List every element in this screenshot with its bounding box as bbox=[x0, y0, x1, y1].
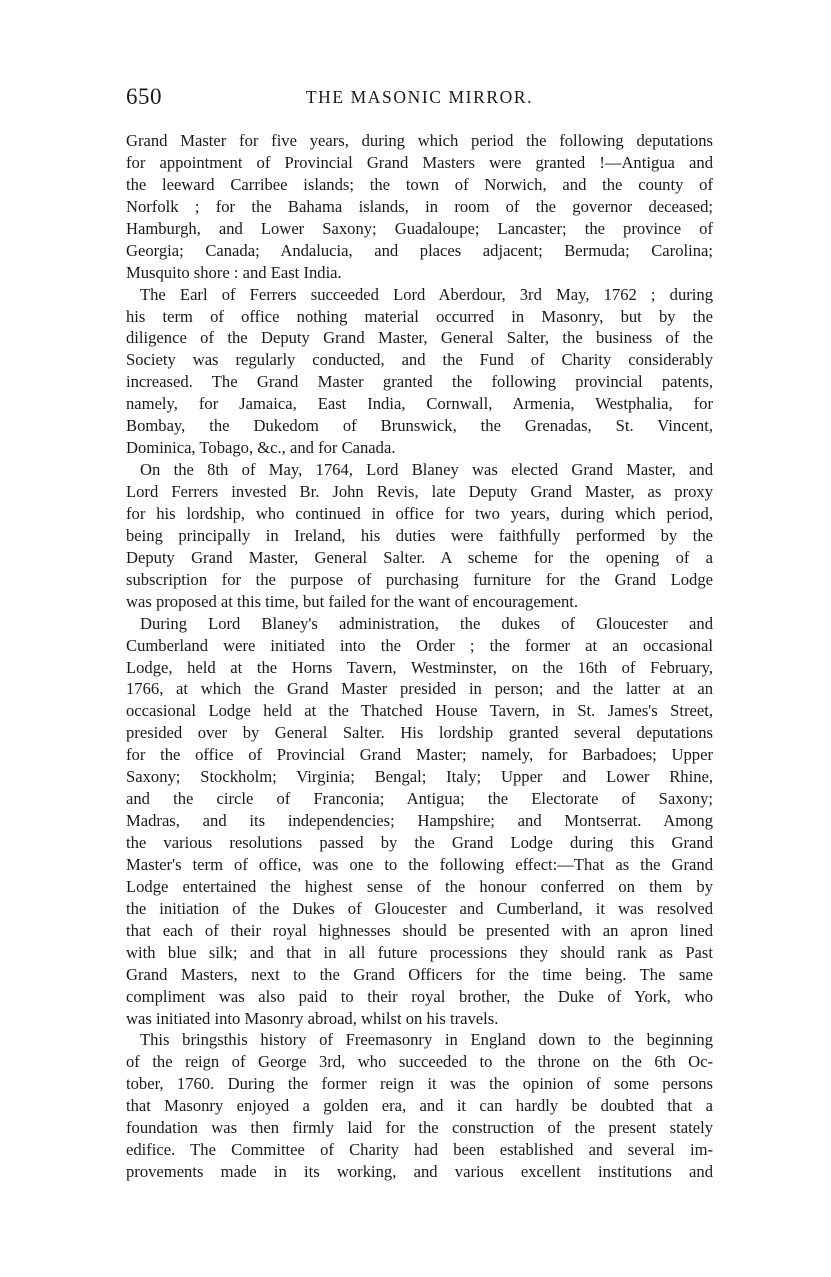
text-line: was proposed at this time, but failed for the want of encouragement. bbox=[126, 591, 579, 611]
text-line: provements made in its working, and various excellent institutions and bbox=[126, 1162, 713, 1182]
text-line: namely, for Jamaica, East India, Cornwall, Armenia, Westphalia, for bbox=[126, 394, 713, 414]
text-line: that each of their royal highnesses should be presented with an apron lined bbox=[126, 920, 713, 940]
text-line: edifice. The Committee of Charity had been established and several im- bbox=[126, 1140, 713, 1160]
text-line: presided over by General Salter. His lordship granted several deputations bbox=[126, 723, 713, 743]
text-line: During Lord Blaney's administration, the dukes of Gloucester and bbox=[140, 613, 713, 633]
text-line: This bringsthis history of Freemasonry in England down to the beginning bbox=[140, 1030, 713, 1050]
text-line: Musquito shore : and East India. bbox=[126, 262, 342, 282]
text-line: Master's term of office, was one to the following effect:—That as the Grand bbox=[126, 854, 713, 874]
text-line: the initiation of the Dukes of Gloucester and Cumberland, it was resolved bbox=[126, 898, 713, 918]
text-line: On the 8th of May, 1764, Lord Blaney was elected Grand Master, and bbox=[140, 460, 713, 480]
text-line: being principally in Ireland, his duties were faithfully performed by the bbox=[126, 525, 713, 545]
text-line: Saxony; Stockholm; Virginia; Bengal; Italy; Upper and Lower Rhine, bbox=[126, 767, 713, 787]
body-text bbox=[126, 130, 713, 1183]
text-line: for his lordship, who continued in office for two years, during which period, bbox=[126, 503, 713, 523]
page-number: 650 bbox=[126, 84, 162, 109]
text-line: Society was regularly conducted, and the Fund of Charity considerably bbox=[126, 350, 713, 370]
text-line: Hamburgh, and Lower Saxony; Guadaloupe; Lancaster; the province of bbox=[126, 218, 713, 238]
text-line: diligence of the Deputy Grand Master, General Salter, the business of the bbox=[126, 328, 713, 348]
text-line: was initiated into Masonry abroad, whilst on his travels. bbox=[126, 1008, 499, 1028]
text-line: and the circle of Franconia; Antigua; the Electorate of Saxony; bbox=[126, 789, 713, 809]
text-line: Lodge entertained the highest sense of the honour conferred on them by bbox=[126, 876, 713, 896]
text-line: that Masonry enjoyed a golden era, and it can hardly be doubted that a bbox=[126, 1096, 713, 1116]
text-line: the various resolutions passed by the Grand Lodge during this Grand bbox=[126, 833, 713, 852]
text-line: occasional Lodge held at the Thatched House Tavern, in St. James's Street, bbox=[126, 701, 713, 721]
text-line: Grand Masters, next to the Grand Officers for the time being. The same bbox=[126, 964, 713, 984]
text-line: for appointment of Provincial Grand Masters were granted !—Antigua and bbox=[126, 152, 713, 172]
text-line: Cumberland were initiated into the Order ; the former at an occasional bbox=[126, 635, 713, 655]
page-header bbox=[126, 84, 713, 116]
text-line: for the office of Provincial Grand Master; namely, for Barbadoes; Upper bbox=[126, 745, 713, 765]
text-line: Dominica, Tobago, &c., and for Canada. bbox=[126, 438, 396, 458]
text-line: subscription for the purpose of purchasing furniture for the Grand Lodge bbox=[126, 569, 713, 589]
text-line: 1766, at which the Grand Master presided in person; and the latter at an bbox=[126, 679, 713, 699]
running-title: THE MASONIC MIRROR. bbox=[305, 87, 534, 107]
text-line: Bombay, the Dukedom of Brunswick, the Grenadas, St. Vincent, bbox=[126, 416, 713, 436]
text-line: The Earl of Ferrers succeeded Lord Aberdour, 3rd May, 1762 ; during bbox=[140, 284, 713, 304]
text-line: his term of office nothing material occurred in Masonry, but by the bbox=[126, 306, 713, 326]
text-line: of the reign of George 3rd, who succeeded to the throne on the 6th Oc- bbox=[126, 1052, 713, 1072]
text-line: with blue silk; and that in all future processions they should rank as Past bbox=[126, 942, 713, 962]
text-line: compliment was also paid to their royal brother, the Duke of York, who bbox=[126, 986, 713, 1006]
text-line: Grand Master for five years, during which period the following deputations bbox=[126, 131, 713, 150]
text-line: Lodge, held at the Horns Tavern, Westminster, on the 16th of February, bbox=[126, 657, 713, 677]
text-line: tober, 1760. During the former reign it was the opinion of some persons bbox=[126, 1074, 713, 1094]
text-line: Lord Ferrers invested Br. John Revis, late Deputy Grand Master, as proxy bbox=[126, 482, 713, 501]
text-line: Georgia; Canada; Andalucia, and places adjacent; Bermuda; Carolina; bbox=[126, 240, 713, 260]
text-line: the leeward Carribee islands; the town of Norwich, and the county of bbox=[126, 174, 713, 194]
text-line: increased. The Grand Master granted the following provincial patents, bbox=[126, 372, 713, 392]
text-line: foundation was then firmly laid for the construction of the present stately bbox=[126, 1118, 713, 1138]
text-line: Deputy Grand Master, General Salter. A scheme for the opening of a bbox=[126, 547, 713, 567]
text-line: Norfolk ; for the Bahama islands, in room of the governor deceased; bbox=[126, 196, 713, 216]
text-line: Madras, and its independencies; Hampshire; and Montserrat. Among bbox=[126, 811, 713, 831]
